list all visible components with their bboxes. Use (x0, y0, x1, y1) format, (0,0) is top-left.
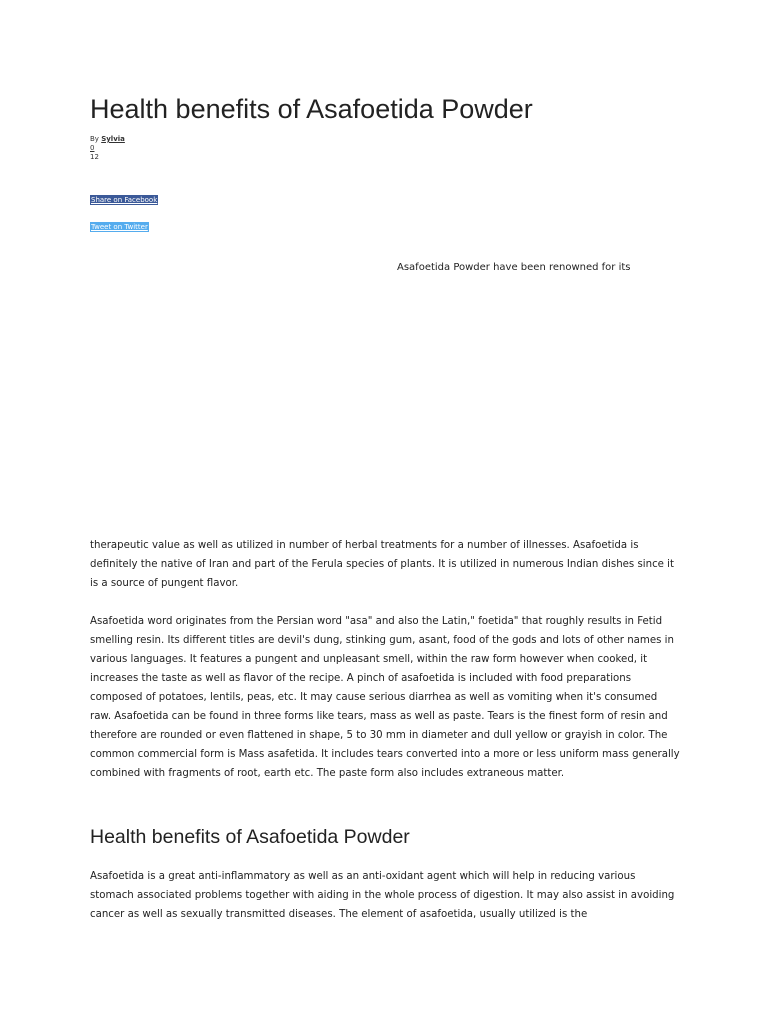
author-link[interactable]: Sylvia (101, 135, 125, 143)
share-twitter-button[interactable]: Tweet on Twitter (91, 223, 148, 231)
view-count: 12 (90, 153, 99, 161)
share-facebook-button[interactable]: Share on Facebook (91, 196, 158, 204)
intro-text: Asafoetida Powder have been renowned for its (397, 262, 631, 273)
byline-label: By (90, 135, 99, 143)
section-heading: Health benefits of Asafoetida Powder (90, 826, 410, 848)
article-title: Health benefits of Asafoetida Powder (90, 94, 533, 124)
comment-count[interactable]: 0 (90, 144, 95, 152)
paragraph-benefits: Asafoetida is a great anti-inflammatory as well as an anti-oxidant agent which will help in reducing various stomach associated problems together with aiding in the whole process of digestion. It may also assist in avoiding cancer as well as sexually transmitted diseases. The element of asafoetida, usually utilized is the (90, 871, 675, 920)
paragraph-origin: Asafoetida word originates from the Persian word "asa" and also the Latin," foetida" that roughly results in Fetid smelling resin. Its different titles are devil's dung, stinking gum, asant, food of the gods and lots of other names in various languages. It features a pungent and unpleasant smell, within the raw form however when cooked, it increases the taste as well as flavor of the recipe. A pinch of asafoetida is included with food preparations composed of potatoes, lentils, peas, etc. It may cause serious diarrhea as well as vomiting when it's consumed raw. Asafoetida can be found in three forms like tears, mass as well as paste. Tears is the finest form of resin and therefore are rounded or even flattened in shape, 5 to 30 mm in diameter and dull yellow or grayish in color. The common commercial form is Mass asafetida. It includes tears converted into a more or less uniform mass generally combined with fragments of root, earth etc. The paste form also includes extraneous matter. (90, 616, 680, 779)
byline (90, 135, 125, 144)
paragraph-therapeutic: therapeutic value as well as utilized in number of herbal treatments for a number of illnesses. Asafoetida is definitely the native of Iran and part of the Ferula species of plants. It is utilized in numerous Indian dishes since it is a source of pungent flavor. (90, 540, 675, 589)
